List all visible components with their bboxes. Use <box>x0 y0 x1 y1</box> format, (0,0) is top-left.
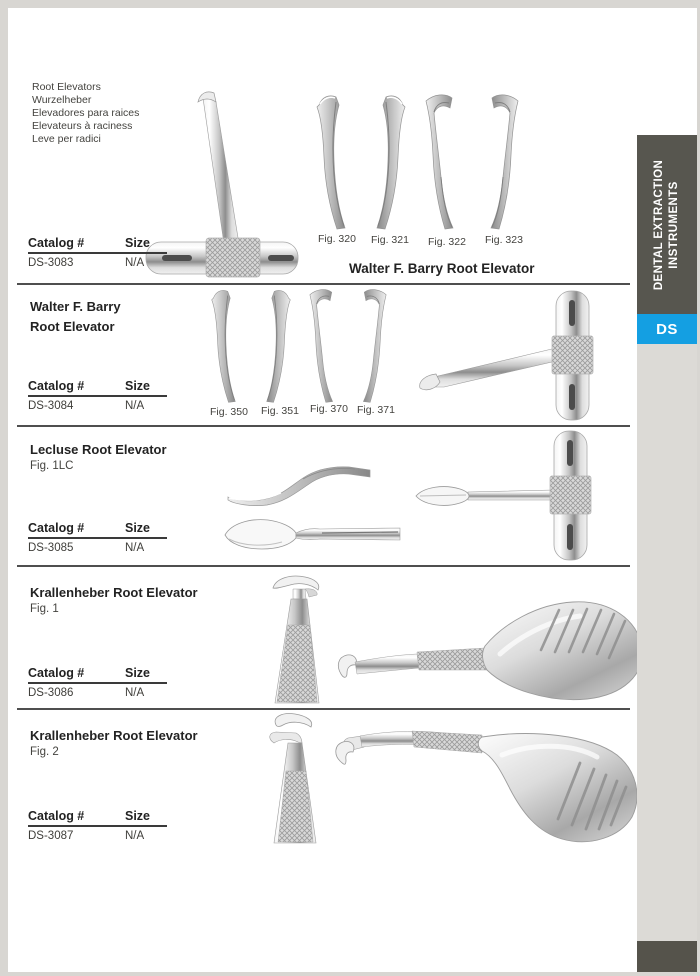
size-value: N/A <box>125 830 145 842</box>
fig-label: Fig. 322 <box>428 236 466 248</box>
catalog-number: DS-3083 <box>28 257 74 269</box>
catalog-label: Catalog # <box>28 521 125 539</box>
fig-label: Fig. 351 <box>261 405 299 417</box>
section-fig-number: Fig. 2 <box>30 746 59 758</box>
blade-tip-fig322-image <box>422 93 466 231</box>
section-title <box>30 297 121 337</box>
section-divider <box>17 425 630 427</box>
catalog-label: Catalog # <box>28 236 125 254</box>
blade-tip-fig323-image <box>478 93 522 231</box>
product-caption: Walter F. Barry Root Elevator <box>349 261 535 276</box>
size-value: N/A <box>125 687 145 699</box>
size-label: Size <box>125 809 167 827</box>
intro-line-de: Wurzelheber <box>32 94 92 106</box>
blade-tip-fig371-image <box>351 288 391 404</box>
sidebar-footer-block <box>637 941 697 972</box>
fig-label: Fig. 323 <box>485 234 523 246</box>
section-fig-number: Fig. 1LC <box>30 460 74 472</box>
catalog-block <box>28 379 167 412</box>
intro-line-fr: Elevateurs à raciness <box>32 120 133 132</box>
fig-label: Fig. 321 <box>371 234 409 246</box>
section-code-badge <box>637 314 697 344</box>
catalog-label: Catalog # <box>28 379 125 397</box>
fig-label: Fig. 370 <box>310 403 348 415</box>
sidebar-column <box>637 344 697 941</box>
section-divider <box>17 283 630 285</box>
section-divider <box>17 708 630 710</box>
blade-tip-fig370-image <box>305 288 345 404</box>
intro-line-es: Elevadores para raices <box>32 107 140 119</box>
lecluse-blade-top-image <box>222 515 402 555</box>
section-fig-number: Fig. 1 <box>30 603 59 615</box>
size-value: N/A <box>125 542 145 554</box>
fig-label: Fig. 350 <box>210 406 248 418</box>
blade-tip-fig350-image <box>206 288 246 404</box>
section-title: Krallenheber Root Elevator <box>30 728 198 743</box>
section-title-line1: Walter F. Barry <box>30 299 121 314</box>
blade-tip-fig320-image <box>312 93 356 231</box>
catalog-block <box>28 521 167 554</box>
size-value: N/A <box>125 257 145 269</box>
size-label: Size <box>125 236 167 254</box>
krallenheber-front-view-image <box>263 575 331 705</box>
blade-tip-fig321-image <box>366 93 410 231</box>
krallenheber-side-view-image <box>335 594 645 706</box>
krallenheber-side-view-image <box>332 727 650 845</box>
catalog-label: Catalog # <box>28 809 125 827</box>
section-title: Lecluse Root Elevator <box>30 442 167 457</box>
size-label: Size <box>125 521 167 539</box>
size-label: Size <box>125 666 167 684</box>
catalog-block <box>28 236 167 269</box>
t-handle-elevator-horizontal-image <box>410 288 595 423</box>
catalog-label: Catalog # <box>28 666 125 684</box>
lecluse-blade-side-image <box>225 455 373 509</box>
t-handle-elevator-horizontal-image <box>408 428 593 563</box>
sidebar-tab-text <box>652 135 682 315</box>
catalog-number: DS-3085 <box>28 542 74 554</box>
intro-line-it: Leve per radici <box>32 133 101 145</box>
catalog-number: DS-3087 <box>28 830 74 842</box>
catalog-number: DS-3084 <box>28 400 74 412</box>
section-code-text: DS <box>656 320 678 338</box>
catalog-number: DS-3086 <box>28 687 74 699</box>
catalog-block <box>28 809 167 842</box>
blade-tip-fig351-image <box>256 288 296 404</box>
fig-label: Fig. 320 <box>318 233 356 245</box>
sidebar-tab-line2: INSTRUMENTS <box>668 181 680 269</box>
section-title: Krallenheber Root Elevator <box>30 585 198 600</box>
krallenheber-front-view-image <box>262 713 334 845</box>
size-value: N/A <box>125 400 145 412</box>
size-label: Size <box>125 379 167 397</box>
section-divider <box>17 565 630 567</box>
fig-label: Fig. 371 <box>357 404 395 416</box>
catalog-block <box>28 666 167 699</box>
intro-line-en: Root Elevators <box>32 81 101 93</box>
sidebar-tab-dental-extraction <box>637 135 697 315</box>
sidebar-tab-line1: DENTAL EXTRACTION <box>653 159 666 291</box>
section-title-line2: Root Elevator <box>30 319 115 334</box>
intro-text <box>32 81 139 146</box>
